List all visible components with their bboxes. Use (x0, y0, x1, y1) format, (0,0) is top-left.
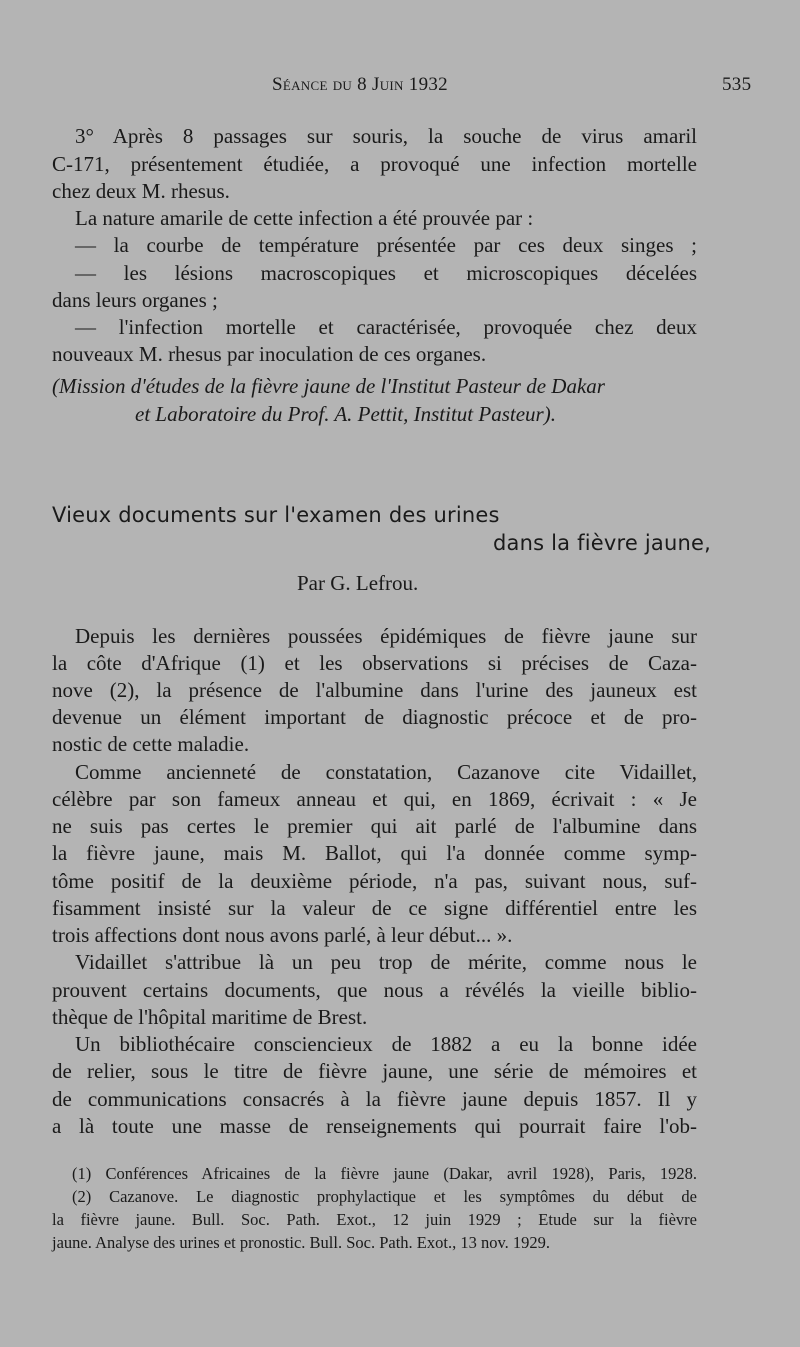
text-line: — l'infection mortelle et caractérisée, provoquée chez deux (75, 315, 697, 339)
text-line: ne suis pas certes le premier qui ait parlé de l'albumine dans (52, 814, 697, 838)
text-line: chez deux M. rhesus. (52, 179, 230, 203)
text-line: devenue un élément important de diagnostic précoce et de pro- (52, 705, 697, 729)
text-line: a là toute une masse de renseignements qui pourrait faire l'ob- (52, 1114, 697, 1138)
running-header-title: Séance du 8 Juin 1932 (272, 74, 448, 95)
footnote-line: (1) Conférences Africaines de la fièvre jaune (Dakar, avril 1928), Paris, 1928. (72, 1164, 697, 1183)
footnote-line: jaune. Analyse des urines et pronostic. Bull. Soc. Path. Exot., 13 nov. 1929. (52, 1233, 550, 1252)
text-line: — les lésions macroscopiques et microscopiques décelées (75, 261, 697, 285)
footnote-line: (2) Cazanove. Le diagnostic prophylactique et les symptômes du début de (72, 1187, 697, 1206)
text-line: nove (2), la présence de l'albumine dans l'urine des jauneux est (52, 678, 697, 702)
mission-note-line2: et Laboratoire du Prof. A. Pettit, Institut Pasteur). (135, 402, 556, 426)
text-line: de communications consacrés à la fièvre jaune depuis 1857. Il y (52, 1087, 697, 1111)
text-line: thèque de l'hôpital maritime de Brest. (52, 1005, 368, 1029)
text-line: Comme ancienneté de constatation, Cazanove cite Vidaillet, (75, 760, 697, 784)
text-line: célèbre par son fameux anneau et qui, en 1869, écrivait : « Je (52, 787, 697, 811)
text-line: fisamment insisté sur la valeur de ce signe différentiel entre les (52, 896, 697, 920)
text-line: La nature amarile de cette infection a été prouvée par : (75, 206, 534, 230)
text-line: C-171, présentement étudiée, a provoqué une infection mortelle (52, 152, 697, 176)
article-title-line1: Vieux documents sur l'examen des urines (52, 503, 500, 527)
text-line: — la courbe de température présentée par ces deux singes ; (75, 233, 697, 257)
text-line: tôme positif de la deuxième période, n'a pas, suivant nous, suf- (52, 869, 697, 893)
text-line: Vidaillet s'attribue là un peu trop de mérite, comme nous le (75, 950, 697, 974)
text-line: nouveaux M. rhesus par inoculation de ces organes. (52, 342, 487, 366)
text-line: de relier, sous le titre de fièvre jaune, une série de mémoires et (52, 1059, 697, 1083)
article-author: Par G. Lefrou. (297, 571, 419, 595)
text-line: 3° Après 8 passages sur souris, la souche de virus amaril (75, 124, 697, 148)
text-line: prouvent certains documents, que nous a révélés la vieille biblio- (52, 978, 697, 1002)
text-line: Un bibliothécaire consciencieux de 1882 a eu la bonne idée (75, 1032, 697, 1056)
text-line: Depuis les dernières poussées épidémiques de fièvre jaune sur (75, 624, 697, 648)
text-line: la fièvre jaune, mais M. Ballot, qui l'a donnée comme symp- (52, 841, 697, 865)
footnote-line: la fièvre jaune. Bull. Soc. Path. Exot., 12 juin 1929 ; Etude sur la fièvre (52, 1210, 697, 1229)
text-line: trois affections dont nous avons parlé, à leur début... ». (52, 923, 513, 947)
mission-note-line1: (Mission d'études de la fièvre jaune de l'Institut Pasteur de Dakar (52, 374, 605, 398)
text-line: dans leurs organes ; (52, 288, 218, 312)
page-number: 535 (722, 74, 752, 95)
text-line: nostic de cette maladie. (52, 732, 250, 756)
article-title-line2: dans la fièvre jaune, (493, 531, 711, 555)
text-line: la côte d'Afrique (1) et les observations si précises de Caza- (52, 651, 697, 675)
